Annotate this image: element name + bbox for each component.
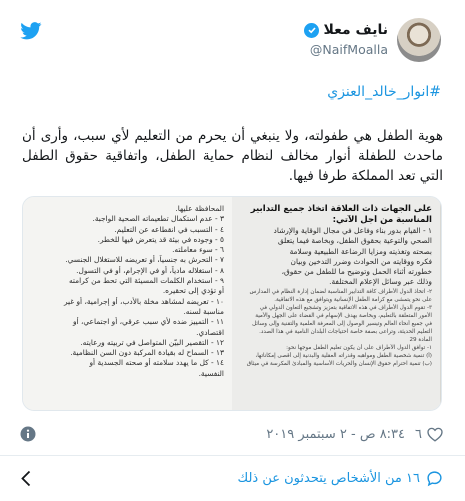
left-page-line: فكره ووقايته من الحوادث وضرر التدخين وبيان	[290, 256, 432, 266]
right-page-line: ١١ - التمييز ضده لأي سبب عرقي، أو اجتماعي، أو	[73, 317, 224, 327]
left-page-small-line: على نحو يتمشى مع كرامة الطفل الإنسانية ويتوافق مع هذه الاتفاقية.	[274, 296, 432, 303]
author-handle[interactable]: @NaifMoalla	[309, 42, 388, 57]
left-page-small-line: ١- توافق الدول الأطراف على أن يكون تعليم الطفل موجها نحو:	[286, 344, 432, 351]
left-page-line: وذلك عبر وسائل الإعلام المختلفة.	[329, 277, 432, 287]
tweet-media-image[interactable]	[22, 196, 442, 411]
tweet-text: هوية الطفل هي طفولته، ولا ينبغي أن يحرم من التعليم لأي سبب، وأرى أن ماحدث للطفلة أنوار مخالف لنظام حماية الطفل، واتفاقية حقوق الطفل التي تعد المملكة طرفا فيها.	[22, 128, 443, 184]
right-page-line: مناسبة لسنه.	[183, 306, 224, 316]
tweet-meta	[20, 424, 443, 444]
right-page-line: المحافظة عليها.	[175, 204, 224, 213]
left-page-small-line: (ب) تنمية احترام حقوق الإنسان والحريات الأساسية والمبادئ المكرسة في ميثاق	[246, 360, 432, 367]
right-page-line: ١٣ - السماح له بقيادة المركبة دون السن النظامية.	[70, 348, 224, 358]
verified-badge-icon	[304, 23, 319, 38]
tweet-timestamp[interactable]: ٨:٣٤ ص - ٢ سبتمبر ٢٠١٩	[266, 426, 406, 442]
reply-bubble-icon	[426, 470, 443, 487]
heart-icon[interactable]	[427, 427, 443, 442]
right-page-line: أو تؤدي إلى تحقيره.	[162, 286, 224, 296]
left-page-small-line: التعليم الحديثة، وتراعى بصفة خاصة احتياجات البلدان النامية في هذا الصدد.	[259, 328, 432, 335]
author-name[interactable]: نايف معلا	[323, 22, 388, 38]
right-page-line: ١٢ - التقصير البيّن المتواصل في تربيته ورعايته.	[80, 337, 224, 347]
left-page-small-line: ٣- تقوم الدول الأطراف في هذه الاتفاقية بتعزيز وتشجيع التعاون الدولي في	[259, 304, 432, 311]
avatar[interactable]	[397, 18, 441, 62]
info-icon[interactable]	[20, 426, 36, 442]
right-page-line: ٣ - عدم استكمال تطعيماته الصحية الواجبة.	[92, 214, 224, 224]
twitter-logo-icon[interactable]	[20, 22, 42, 40]
left-page-small-line: ٢- اتخاذ الدول الأطراف كافة التدابير المناسبة لضمان إدارة النظام في المدارس	[249, 288, 432, 295]
right-page-line: ٧ - التحرش به جنسياً، أو تعريضه للاستغلال الجنسي.	[65, 255, 224, 265]
document-page-right	[23, 197, 232, 410]
right-page-line: ٩ - استخدام الكلمات المسيئة التي تحط من كرامته	[68, 276, 224, 286]
left-page-small-line: المادة 29	[409, 336, 432, 343]
hashtag-link[interactable]: #انوار_خالد_العنزي	[327, 84, 441, 100]
right-page-line: ٨ - استغلاله مادياً، أو في الإجرام، أو في التسول.	[76, 265, 224, 275]
document-page-left	[232, 197, 441, 410]
left-page-heading-line: المناسبة من أجل الآتي:	[332, 215, 432, 225]
left-page-line: خطورته أثناء الحمل وتوضيح ما للطفل من حقوق،	[281, 267, 432, 277]
left-page-small-line: الأمور المتعلقة بالتعليم، وبخاصة بهدف الإسهام في القضاء على الجهل والأمية	[255, 312, 432, 319]
author-name-row	[304, 22, 388, 38]
left-page-line: بصحته وتغذيته ومزايا الرضاعة الطبيعية وسلامة	[289, 246, 432, 256]
right-page-line: ١٤ - كل ما يهدد سلامته أو صحته الجسدية أو	[89, 358, 224, 368]
right-page-line: اقتصادي.	[196, 327, 224, 337]
left-page-line: ١ - القيام بدور بناء وفاعل في مجال الوقاية والإرشاد	[273, 226, 432, 235]
chevron-left-icon[interactable]	[20, 470, 32, 487]
right-page-line: ٦ - سوء معاملته.	[172, 245, 224, 255]
replies-link[interactable]: ١٦ من الأشخاص يتحدثون عن ذلك	[237, 471, 420, 486]
left-page-small-line: (أ) تنمية شخصية الطفل ومواهبه وقدراته العقلية والبدنية إلى أقصى إمكاناتها،	[255, 352, 432, 359]
left-page-heading-line: على الجهات ذات العلاقة اتخاذ جميع التدابير	[250, 204, 432, 214]
tweet-header	[20, 18, 441, 76]
tweet-footer[interactable]	[0, 456, 465, 501]
right-page-line: ١٠ - تعريضه لمشاهد مخلة بالأدب، أو إجرامية، أو غير	[63, 296, 224, 306]
right-page-line: النفسية.	[198, 368, 224, 378]
left-page-small-line: في جميع أنحاء العالم وتيسير الوصول إلى المعرفة العلمية والتقنية وإلى وسائل	[252, 320, 432, 327]
author-identity[interactable]	[304, 22, 388, 57]
like-count[interactable]: ٦	[415, 426, 422, 442]
right-page-line: ٤ - التسبب في انقطاعه عن التعليم.	[114, 224, 224, 234]
right-page-line: ٥ - وجوده في بيئة قد يتعرض فيها للخطر.	[97, 234, 224, 244]
left-page-line: الصحي والتوعية بحقوق الطفل، وبخاصة فيما يتعلق	[277, 236, 432, 246]
